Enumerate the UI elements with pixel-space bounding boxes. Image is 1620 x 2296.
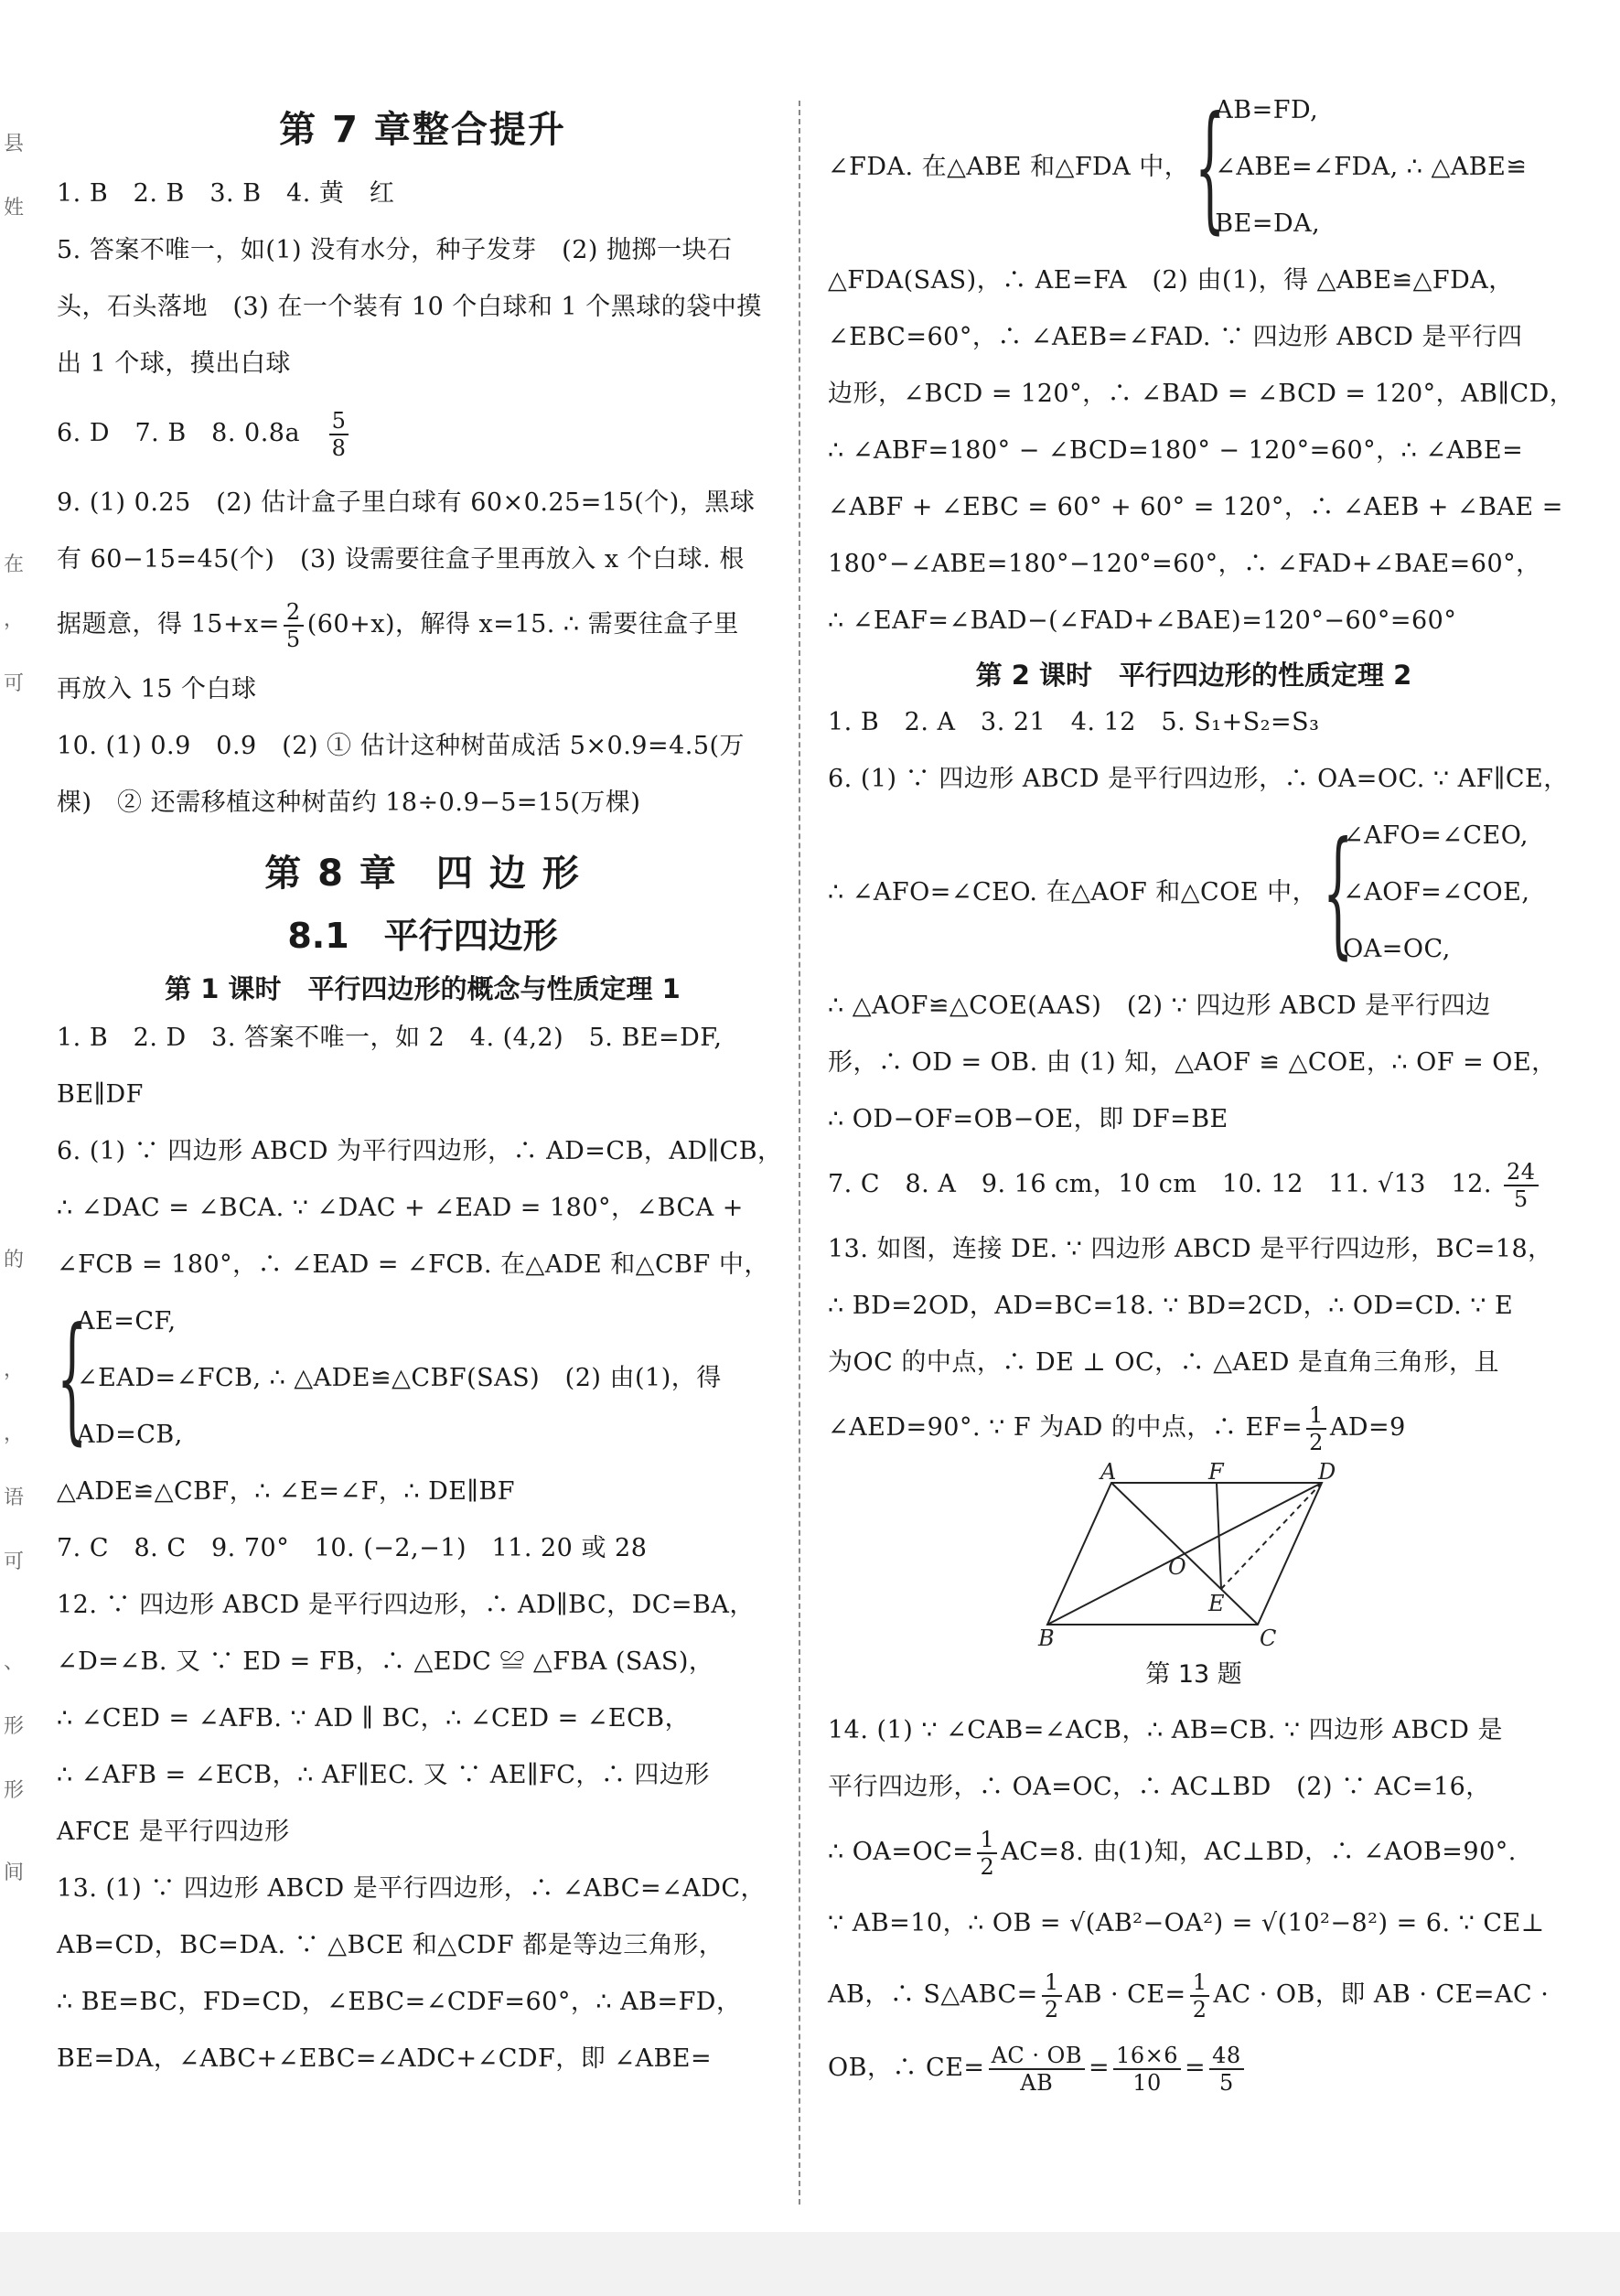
answer-line: 边形，∠BCD = 120°，∴ ∠BAD = ∠BCD = 120°，AB∥CD， xyxy=(828,380,1575,408)
answer-line: 12. ∵ 四边形 ABCD 是平行四边形，∴ AD∥BC，DC=BA， xyxy=(57,1591,755,1619)
answer-line: 7. C 8. C 9. 70° 10. (−2,−1) 11. 20 或 28 xyxy=(57,1534,648,1562)
chapter-7-title: 第 7 章整合提升 xyxy=(279,109,566,151)
answer-line xyxy=(57,588,789,661)
answer-line xyxy=(828,1148,1560,1221)
answer-line: OA=OC, xyxy=(1343,935,1451,963)
fraction xyxy=(329,408,349,461)
fraction xyxy=(1504,1159,1539,1212)
answer-text: AB，∴ S△ABC= xyxy=(828,1980,1038,2009)
edge-mark: ， xyxy=(4,608,25,631)
edge-mark: 形 xyxy=(4,1779,25,1802)
answer-line: 14. (1) ∵ ∠CAB=∠ACB，∴ AB=CB. ∵ 四边形 ABCD 是 xyxy=(828,1716,1503,1744)
answer-line: △ADE≌△CBF，∴ ∠E=∠F，∴ DE∥BF xyxy=(57,1477,515,1506)
fraction-denominator: AB xyxy=(1020,2069,1054,2096)
answer-line: △FDA(SAS)，∴ AE=FA (2) 由(1)，得 △ABE≌△FDA， xyxy=(828,266,1514,295)
left-brace: { xyxy=(1323,813,1354,972)
brace-lines xyxy=(1343,808,1529,978)
answer-line: ∴ ∠ABF=180° − ∠BCD=180° − 120°=60°，∴ ∠ABE= xyxy=(828,436,1524,465)
answer-line: 9. (1) 0.25 (2) 估计盒子里白球有 60×0.25=15(个)，黑球 xyxy=(57,488,756,517)
fraction-numerator: 48 xyxy=(1209,2043,1244,2070)
label-d: D xyxy=(1318,1459,1336,1485)
edge-mark: 姓 xyxy=(4,197,25,220)
answer-line: ∴ BE=BC，FD=CD，∠EBC=∠CDF=60°，∴ AB=FD， xyxy=(57,1988,742,2016)
answer-line: ∠AFO=∠CEO, xyxy=(1343,821,1529,850)
answer-line: ∵ AB=10，∴ OB = √(AB²−OA²) = √(10²−8²) = 6. ∵ CE⊥ xyxy=(828,1909,1545,1937)
chapter-8-title: 第 8 章 四 边 形 xyxy=(264,853,581,895)
page-bottom-shadow xyxy=(0,2232,1620,2296)
edge-mark: 的 xyxy=(4,1249,25,1271)
answer-line: 再放入 15 个白球 xyxy=(57,675,257,703)
answer-line: 5. 答案不唯一，如(1) 没有水分，种子发芽 (2) 抛掷一块石 xyxy=(57,236,733,264)
answer-line: 1. B 2. B 3. B 4. 黄 红 xyxy=(57,179,395,208)
fraction xyxy=(1209,2043,1244,2096)
lesson-2-title: 第 2 课时 平行四边形的性质定理 2 xyxy=(975,660,1412,691)
label-a: A xyxy=(1100,1459,1117,1485)
label-o: O xyxy=(1168,1554,1186,1580)
answer-text: 6. D 7. B 8. 0.8a xyxy=(57,419,326,447)
fraction-numerator: 16×6 xyxy=(1113,2043,1181,2070)
fraction xyxy=(1042,1969,1062,2022)
answer-line: ∴ ∠EAF=∠BAD−(∠FAD+∠BAE)=120°−60°=60° xyxy=(828,606,1457,635)
answer-line: AE=CF, xyxy=(77,1307,177,1336)
fraction xyxy=(284,599,304,652)
answer-line: ∠FDA. 在△ABE 和△FDA 中， xyxy=(828,153,1190,181)
answer-line: 出 1 个球，摸出白球 xyxy=(57,349,291,378)
answer-line: ∴ ∠AFB = ∠ECB，∴ AF∥EC. 又 ∵ AE∥FC，∴ 四边形 xyxy=(57,1761,710,1789)
answer-line: AB=CD，BC=DA. ∵ △BCE 和△CDF 都是等边三角形， xyxy=(57,1931,724,1959)
fraction xyxy=(977,1827,997,1880)
answer-line: BE=DA, xyxy=(1215,209,1321,238)
edge-mark: 县 xyxy=(4,133,25,156)
label-b: B xyxy=(1038,1625,1055,1651)
answer-line: 形，∴ OD = OB. 由 (1) 知，△AOF ≌ △COE，∴ OF = OE， xyxy=(828,1048,1557,1077)
fraction-numerator: 5 xyxy=(329,408,349,435)
congruence-system xyxy=(828,808,1560,978)
fraction-numerator: 1 xyxy=(1042,1969,1062,1997)
edge-mark: 可 xyxy=(4,672,25,695)
fraction-denominator: 8 xyxy=(331,435,347,461)
fraction-denominator: 10 xyxy=(1132,2069,1162,2096)
fraction-numerator: 1 xyxy=(1190,1969,1210,1997)
answer-line: AD=CB, xyxy=(77,1421,183,1449)
answer-line: ∴ BD=2OD，AD=BC=18. ∵ BD=2CD，∴ OD=CD. ∵ E xyxy=(828,1292,1514,1320)
answer-line: BE∥DF xyxy=(57,1080,144,1109)
brace-lines xyxy=(77,1293,722,1464)
right-column xyxy=(828,82,1575,2105)
figure-caption: 第 13 题 xyxy=(1145,1660,1242,1689)
fraction-denominator: 2 xyxy=(980,1853,995,1880)
answer-line: ∴ ∠DAC = ∠BCA. ∵ ∠DAC + ∠EAD = 180°，∠BCA + xyxy=(57,1194,744,1222)
answer-line: ∴ ∠CED = ∠AFB. ∵ AD ∥ BC，∴ ∠CED = ∠ECB， xyxy=(57,1704,691,1733)
answer-line: 6. (1) ∵ 四边形 ABCD 为平行四边形，∴ AD=CB，AD∥CB， xyxy=(57,1137,783,1165)
fraction-numerator: 1 xyxy=(1306,1402,1326,1430)
fraction-denominator: 5 xyxy=(285,626,301,652)
edge-mark: 形 xyxy=(4,1715,25,1738)
fraction-denominator: 2 xyxy=(1309,1429,1324,1455)
section-8-1-title: 8.1 平行四边形 xyxy=(287,916,558,956)
answer-line: ∴ OD−OF=OB−OE，即 DF=BE xyxy=(828,1105,1228,1133)
answer-text: AC=8. 由(1)知，AC⊥BD，∴ ∠AOB=90°. xyxy=(1001,1838,1517,1866)
answer-line: ∠ABF + ∠EBC = 60° + 60° = 120°，∴ ∠AEB + ∠BAE = xyxy=(828,493,1563,521)
answer-line: 1. B 2. A 3. 21 4. 12 5. S₁+S₂=S₃ xyxy=(828,708,1320,736)
column-divider xyxy=(799,101,800,2205)
answer-line xyxy=(828,1816,1560,1889)
fraction-numerator: 2 xyxy=(284,599,304,627)
label-c: C xyxy=(1260,1625,1277,1651)
figure-13 xyxy=(828,1459,1560,1702)
answer-text: ∴ OA=OC= xyxy=(828,1838,974,1866)
answer-line: 13. (1) ∵ 四边形 ABCD 是平行四边形，∴ ∠ABC=∠ADC， xyxy=(57,1874,766,1903)
fraction xyxy=(1190,1969,1210,2022)
left-column xyxy=(57,87,789,2087)
answer-line: ∴ ∠AFO=∠CEO. 在△AOF 和△COE 中， xyxy=(828,878,1318,907)
answer-text: ∠AED=90°. ∵ F 为AD 的中点，∴ EF= xyxy=(828,1413,1304,1442)
edge-mark: 、 xyxy=(4,1651,25,1674)
answer-line: ∴ △AOF≌△COE(AAS) (2) ∵ 四边形 ABCD 是平行四边 xyxy=(828,992,1491,1020)
label-e: E xyxy=(1208,1591,1225,1616)
answer-line: 1. B 2. D 3. 答案不唯一，如 2 4. (4,2) 5. BE=DF, xyxy=(57,1024,723,1052)
binding-edge-marks xyxy=(0,0,27,2296)
answer-line: 10. (1) 0.9 0.9 (2) ① 估计这种树苗成活 5×0.9=4.5(万 xyxy=(57,732,746,760)
answer-text: 7. C 8. A 9. 16 cm，10 cm 10. 12 11. √13 12. xyxy=(828,1170,1500,1198)
answer-line: AFCE 是平行四边形 xyxy=(57,1818,290,1846)
answer-line: 棵) ② 还需移植这种树苗约 18÷0.9−5=15(万棵) xyxy=(57,789,641,817)
answer-line: ∠EBC=60°，∴ ∠AEB=∠FAD. ∵ 四边形 ABCD 是平行四 xyxy=(828,323,1523,351)
answer-line: 6. (1) ∵ 四边形 ABCD 是平行四边形，∴ OA=OC. ∵ AF∥CE， xyxy=(828,765,1569,793)
fraction-denominator: 5 xyxy=(1219,2069,1234,2096)
answer-line: 13. 如图，连接 DE. ∵ 四边形 ABCD 是平行四边形，BC=18， xyxy=(828,1235,1553,1263)
fraction-numerator: 24 xyxy=(1504,1159,1539,1186)
brace-lines xyxy=(1215,82,1527,252)
answer-line: ∠FCB = 180°，∴ ∠EAD = ∠FCB. 在△ADE 和△CBF 中， xyxy=(57,1250,769,1279)
answer-line: AB=FD, xyxy=(1215,96,1319,124)
edge-mark: 在 xyxy=(4,553,25,576)
answer-line: OB，∴ CE= $\frac{AC \cdot OB}{AB}$ = $\frac{16\times 6}{10}$ = $\frac{48}{5}$ xyxy=(828,2032,1560,2105)
answer-text: OB，∴ CE= xyxy=(828,2054,985,2082)
lesson-1-title: 第 1 课时 平行四边形的概念与性质定理 1 xyxy=(165,973,681,1004)
answer-text: (60+x)，解得 x=15. ∴ 需要往盒子里 xyxy=(306,610,739,638)
label-f: F xyxy=(1208,1459,1224,1485)
answer-line: 头，石头落地 (3) 在一个装有 10 个白球和 1 个黑球的袋中摸 xyxy=(57,293,762,321)
edge-mark: 可 xyxy=(4,1550,25,1573)
answer-line xyxy=(828,1391,1560,1465)
edge-mark: 语 xyxy=(4,1486,25,1509)
answer-line: 有 60−15=45(个) (3) 设需要往盒子里再放入 x 个白球. 根 xyxy=(57,545,745,574)
answer-line xyxy=(57,392,789,475)
edge-mark: ， xyxy=(4,1422,25,1445)
fraction xyxy=(1306,1402,1326,1455)
fraction-denominator: 2 xyxy=(1192,1996,1207,2022)
answer-text: AB · CE= xyxy=(1065,1980,1186,2009)
left-brace: { xyxy=(57,1299,88,1458)
answer-line: ∠AOF=∠COE, xyxy=(1343,878,1530,907)
fraction-denominator: 2 xyxy=(1044,1996,1059,2022)
answer-line: 为OC 的中点，∴ DE ⊥ OC，∴ △AED 是直角三角形，且 xyxy=(828,1348,1499,1377)
answer-line: BE=DA，∠ABC+∠EBC=∠ADC+∠CDF，即 ∠ABE= xyxy=(57,2044,713,2073)
answer-line xyxy=(828,1958,1560,2032)
edge-mark: 间 xyxy=(4,1861,25,1884)
parallelogram-diagram xyxy=(1038,1459,1340,1651)
fraction-denominator: 5 xyxy=(1513,1186,1529,1212)
answer-text: 据题意，得 15+x= xyxy=(57,610,280,638)
answer-line: ∠ABE=∠FDA, ∴ △ABE≌ xyxy=(1215,153,1528,181)
congruence-system xyxy=(57,1293,789,1464)
answer-line: ∠D=∠B. 又 ∵ ED = FB，∴ △EDC ≌ △FBA (SAS)， xyxy=(57,1647,714,1676)
segment-de-dashed xyxy=(1221,1483,1322,1589)
congruence-system xyxy=(828,82,1560,252)
left-brace: { xyxy=(1195,88,1226,247)
fraction-numerator: AC · OB xyxy=(989,2043,1085,2070)
answer-line: ∠EAD=∠FCB, ∴ △ADE≌△CBF(SAS) (2) 由(1)，得 xyxy=(77,1364,722,1392)
answer-text: AD=9 xyxy=(1329,1413,1406,1442)
fraction-numerator: 1 xyxy=(977,1827,997,1854)
edge-mark: ， xyxy=(4,1358,25,1381)
fraction xyxy=(1113,2043,1181,2096)
answer-line: 平行四边形，∴ OA=OC，∴ AC⊥BD (2) ∵ AC=16， xyxy=(828,1773,1491,1801)
fraction xyxy=(989,2043,1085,2096)
answer-text: AC · OB，即 AB · CE=AC · xyxy=(1213,1980,1550,2009)
answer-line: 180°−∠ABE=180°−120°=60°，∴ ∠FAD+∠BAE=60°， xyxy=(828,550,1541,578)
